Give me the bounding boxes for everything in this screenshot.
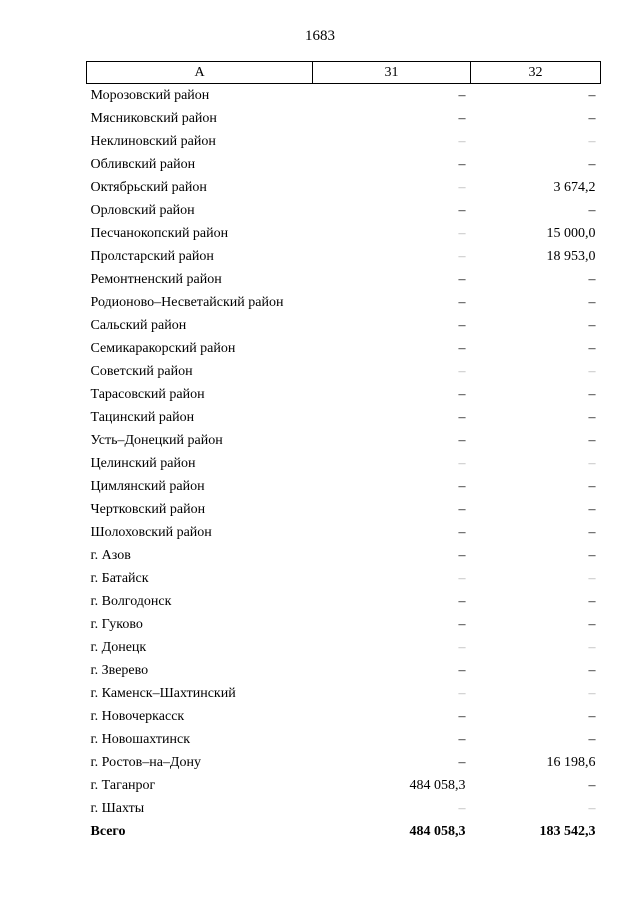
row-value-32: – [588,616,596,632]
row-value-32: – [588,708,596,724]
row-value-32: – [588,156,596,172]
row-name: Ремонтненский район [90,271,222,287]
row-value-32: – [588,87,596,103]
row-value-32: – [588,363,596,379]
row-name: г. Таганрог [90,777,156,793]
row-value-31: – [458,202,466,218]
table-row [87,797,601,820]
row-value-32: – [588,133,596,149]
row-value-31: – [458,455,466,471]
page-number: 1683 [305,28,335,44]
table-row [87,222,601,245]
row-name: Целинский район [90,455,196,471]
table-row [87,705,601,728]
row-name: Чертковский район [90,501,206,517]
row-value-31: – [458,685,466,701]
table-row [87,130,601,153]
row-name: г. Шахты [90,800,145,816]
row-value-31: – [458,248,466,264]
table-row [87,291,601,314]
row-value-31: – [458,593,466,609]
row-value-31: – [458,800,466,816]
row-name: Родионово–Несветайский район [90,294,284,310]
row-name: Семикаракорский район [90,340,236,356]
row-value-31: – [458,87,466,103]
table-row [87,544,601,567]
table-row [87,314,601,337]
row-value-31: – [458,156,466,172]
table-row [87,590,601,613]
row-value-32: – [588,340,596,356]
row-name: Мясниковский район [90,110,217,126]
row-value-32: – [588,386,596,402]
row-name: Усть–Донецкий район [90,432,223,448]
row-value-32: – [588,777,596,793]
row-name: г. Гуково [90,616,143,632]
row-value-31: – [458,478,466,494]
table-row [87,751,601,774]
row-name: Обливский район [90,156,196,172]
row-value-32: – [588,685,596,701]
table-row [87,659,601,682]
row-name: г. Донецк [90,639,147,655]
table-row [87,406,601,429]
row-name: Тацинский район [90,409,195,425]
row-value-32: 3 674,2 [553,179,596,195]
row-name: Сальский район [90,317,187,333]
table-row [87,567,601,590]
table-row [87,521,601,544]
row-value-32: – [588,317,596,333]
table-row [87,153,601,176]
table-row [87,475,601,498]
row-value-31: – [458,708,466,724]
header-row [87,62,601,84]
table-row [87,429,601,452]
row-value-31: – [458,294,466,310]
row-value-32: 15 000,0 [546,225,596,241]
row-value-31: – [458,547,466,563]
row-name: г. Азов [90,547,131,563]
row-value-31: – [458,386,466,402]
row-value-31: – [458,317,466,333]
row-value-32: – [588,639,596,655]
row-value-32: 16 198,6 [546,754,596,770]
table-body [87,84,601,844]
row-value-32: – [588,570,596,586]
table-row [87,774,601,797]
row-value-32: – [588,455,596,471]
header-col-a: А [87,62,313,84]
row-value-32: – [588,432,596,448]
row-name: Тарасовский район [90,386,205,402]
row-value-32: – [588,547,596,563]
table-row [87,613,601,636]
row-name: г. Новочеркасск [90,708,185,724]
row-value-31: – [458,639,466,655]
total-value-31: 484 058,3 [409,823,466,839]
row-value-31: – [458,524,466,540]
table-header [87,62,601,84]
row-value-31: – [458,225,466,241]
row-value-32: – [588,524,596,540]
table-row [87,107,601,130]
row-value-32: – [588,593,596,609]
header-col-32: 32 [471,62,601,84]
row-name: г. Каменск–Шахтинский [90,685,236,701]
header-col-31: 31 [313,62,471,84]
row-value-31: – [458,340,466,356]
row-value-32: – [588,731,596,747]
table-row [87,360,601,383]
table-row [87,337,601,360]
row-name: Октябрьский район [90,179,207,195]
row-value-31: – [458,363,466,379]
table-row [87,452,601,475]
row-name: Шолоховский район [90,524,212,540]
table-row [87,84,601,108]
row-value-31: – [458,179,466,195]
row-value-31: – [458,501,466,517]
table-row [87,199,601,222]
row-name: г. Волгодонск [90,593,172,609]
row-value-31: – [458,616,466,632]
row-value-31: – [458,110,466,126]
row-value-31: – [458,731,466,747]
total-label: Всего [90,823,126,839]
row-value-31: – [458,754,466,770]
row-name: г. Батайск [90,570,149,586]
row-name: г. Зверево [90,662,149,678]
row-name: Песчанокопский район [90,225,229,241]
row-name: Орловский район [90,202,195,218]
row-name: Советский район [90,363,193,379]
row-value-32: – [588,478,596,494]
row-value-31: – [458,662,466,678]
row-value-32: 18 953,0 [546,248,596,264]
table-row [87,245,601,268]
row-value-32: – [588,501,596,517]
row-name: Цимлянский район [90,478,205,494]
row-value-32: – [588,800,596,816]
row-value-32: – [588,271,596,287]
table-row [87,176,601,199]
table-row [87,383,601,406]
row-value-31: 484 058,3 [409,777,466,793]
row-value-32: – [588,409,596,425]
row-name: Морозовский район [90,87,210,103]
row-value-31: – [458,432,466,448]
table-row [87,728,601,751]
row-name: г. Новошахтинск [90,731,191,747]
row-name: Пролстарский район [90,248,214,264]
total-row [87,820,601,843]
row-value-32: – [588,110,596,126]
table-row [87,636,601,659]
row-value-31: – [458,271,466,287]
row-name: Неклиновский район [90,133,216,149]
row-name: г. Ростов–на–Дону [90,754,201,770]
row-value-32: – [588,662,596,678]
row-value-32: – [588,202,596,218]
row-value-32: – [588,294,596,310]
total-value-32: 183 542,3 [539,823,596,839]
budget-table [86,61,601,843]
table-row [87,268,601,291]
table-row [87,498,601,521]
row-value-31: – [458,570,466,586]
table-row [87,682,601,705]
row-value-31: – [458,409,466,425]
row-value-31: – [458,133,466,149]
